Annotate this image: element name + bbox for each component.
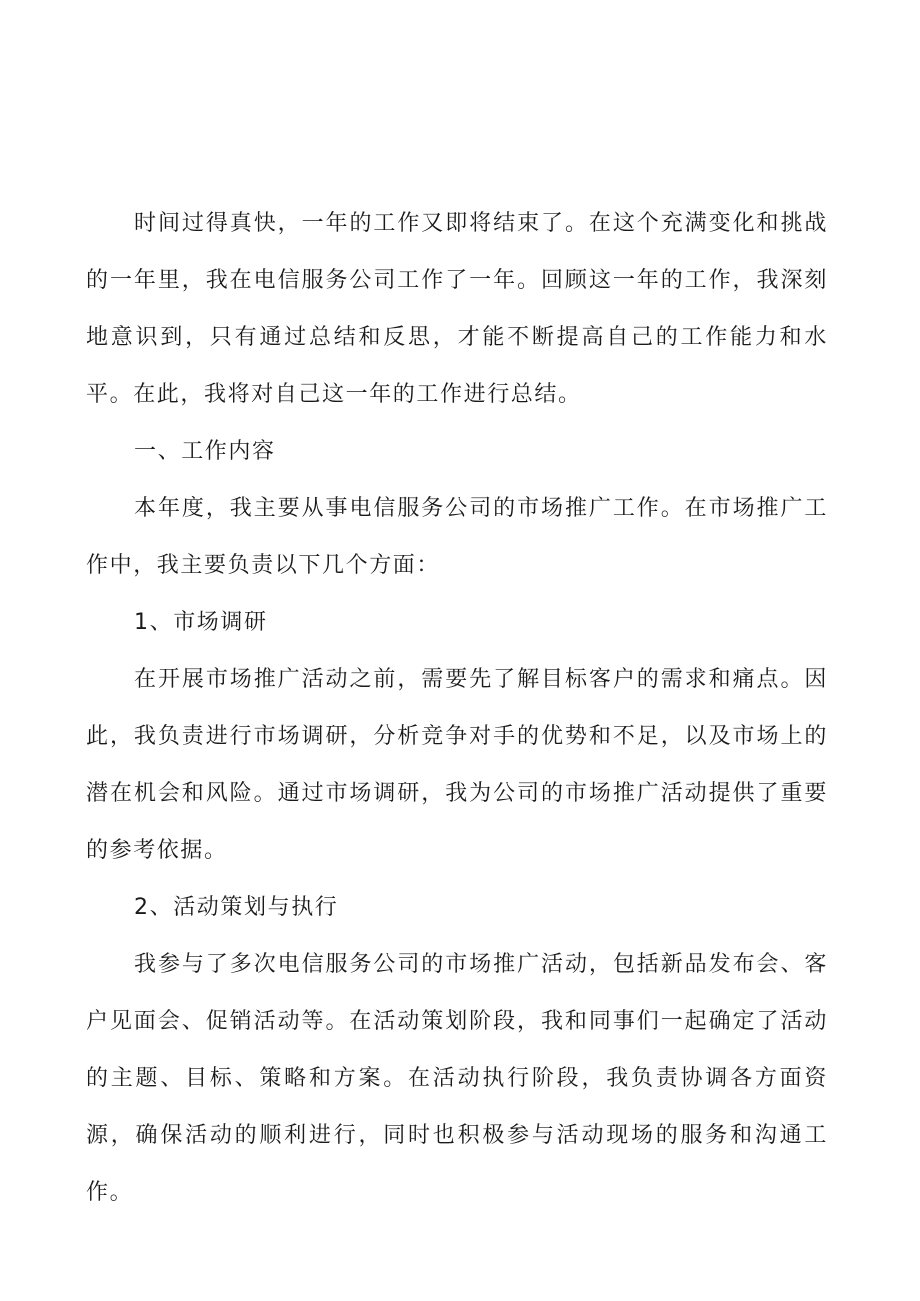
item-body-market-research: 在开展市场推广活动之前，需要先了解目标客户的需求和痛点。因此，我负责进行市场调研，分析竞争对手的优势和不足，以及市场上的潜在机会和风险。通过市场调研，我为公司的市场推广活动提供了重要的参考依据。 bbox=[86, 667, 828, 863]
section-intro-paragraph: 本年度，我主要从事电信服务公司的市场推广工作。在市场推广工作中，我主要负责以下几个方面： bbox=[86, 496, 828, 578]
item-body-event-planning: 我参与了多次电信服务公司的市场推广活动，包括新品发布会、客户见面会、促销活动等。在活动策划阶段，我和同事们一起确定了活动的主题、目标、策略和方案。在活动执行阶段，我负责协调各方面资源，确保活动的顺利进行，同时也积极参与活动现场的服务和沟通工作。 bbox=[86, 952, 828, 1205]
intro-paragraph: 时间过得真快，一年的工作又即将结束了。在这个充满变化和挑战的一年里，我在电信服务公司工作了一年。回顾这一年的工作，我深刻地意识到，只有通过总结和反思，才能不断提高自己的工作能力和水平。在此，我将对自己这一年的工作进行总结。 bbox=[86, 211, 828, 407]
item-heading-event-planning: 2、活动策划与执行 bbox=[134, 895, 339, 920]
section-heading: 一、工作内容 bbox=[134, 439, 276, 464]
item-heading-market-research: 1、市场调研 bbox=[134, 610, 268, 635]
document-body bbox=[86, 195, 828, 1221]
